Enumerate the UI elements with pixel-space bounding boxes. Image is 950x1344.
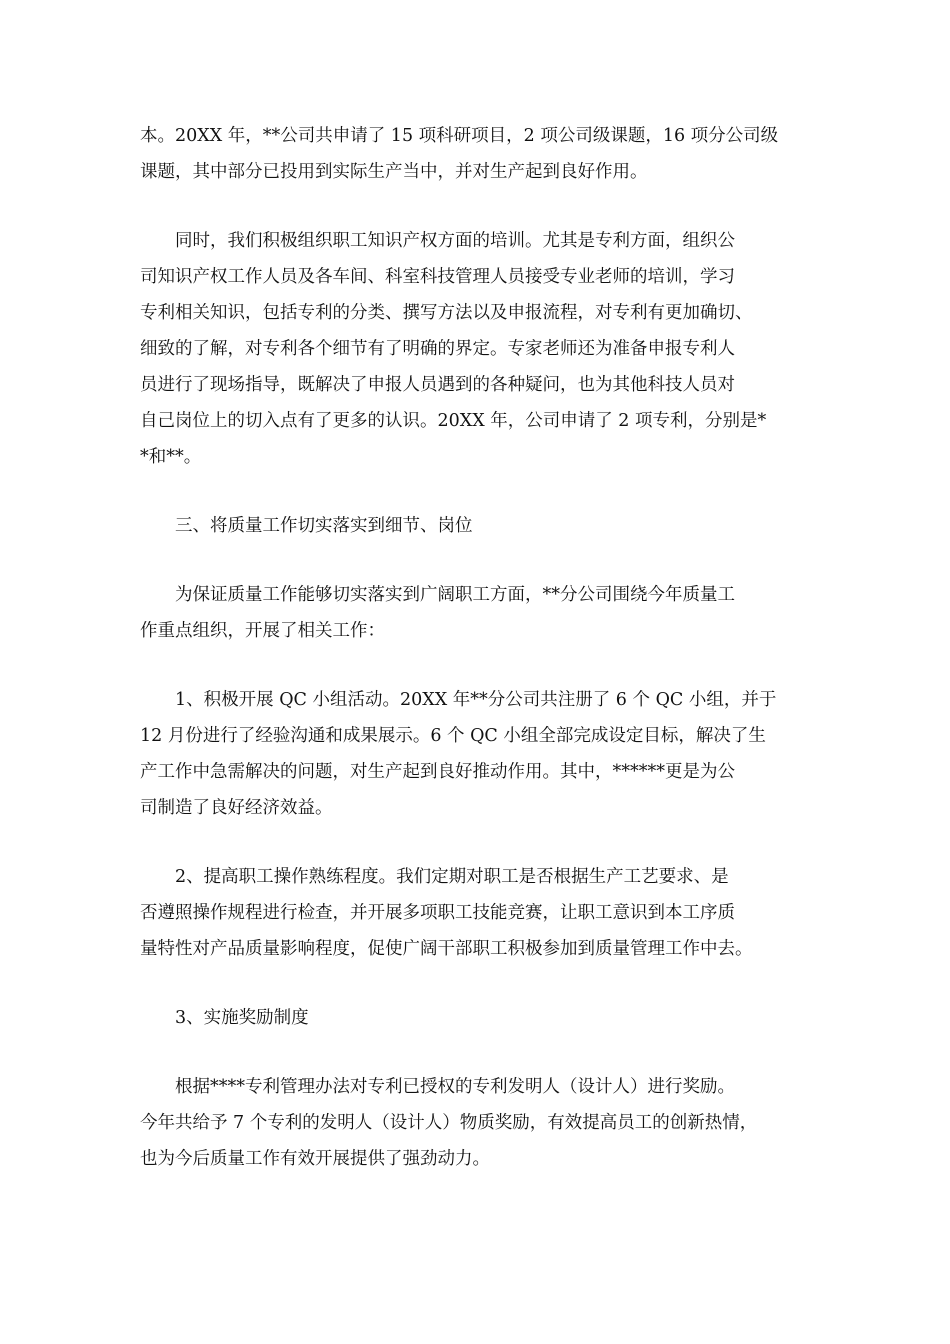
text-line: 作重点组织，开展了相关工作： xyxy=(140,621,385,641)
text-line: 产工作中急需解决的问题，对生产起到良好推动作用。其中，******更是为公 xyxy=(140,762,735,782)
paragraph-ip-training xyxy=(140,223,810,475)
section-heading-quality xyxy=(140,508,810,544)
text-line: 课题，其中部分已投用到实际生产当中，并对生产起到良好作用。 xyxy=(140,162,648,182)
text-line: 员进行了现场指导，既解决了申报人员遇到的各种疑问，也为其他科技人员对 xyxy=(140,375,735,395)
text-line: 司制造了良好经济效益。 xyxy=(140,798,333,818)
text-line: 根据****专利管理办法对专利已授权的专利发明人（设计人）进行奖励。 xyxy=(175,1077,735,1097)
paragraph-reward-heading xyxy=(140,1000,810,1036)
text-line: 量特性对产品质量影响程度，促使广阔干部职工积极参加到质量管理工作中去。 xyxy=(140,939,753,959)
text-line: 今年共给予 7 个专利的发明人（设计人）物质奖励，有效提高员工的创新热情， xyxy=(140,1113,758,1133)
text-line: 也为今后质量工作有效开展提供了强劲动力。 xyxy=(140,1149,490,1169)
text-line: 否遵照操作规程进行检查，并开展多项职工技能竞赛，让职工意识到本工序质 xyxy=(140,903,735,923)
text-line: *和**。 xyxy=(140,447,202,467)
paragraph-research-projects xyxy=(140,118,810,190)
text-line: 专利相关知识，包括专利的分类、撰写方法以及申报流程，对专利有更加确切、 xyxy=(140,303,753,323)
text-line: 3、实施奖励制度 xyxy=(175,1008,309,1028)
heading-line: 三、将质量工作切实落实到细节、岗位 xyxy=(175,516,473,536)
paragraph-quality-intro xyxy=(140,577,810,649)
text-line: 自己岗位上的切入点有了更多的认识。20XX 年，公司申请了 2 项专利，分别是* xyxy=(140,411,767,431)
text-line: 12 月份进行了经验沟通和成果展示。6 个 QC 小组全部完成设定目标，解决了生 xyxy=(140,726,766,746)
document-body xyxy=(140,118,810,1177)
text-line: 同时，我们积极组织职工知识产权方面的培训。尤其是专利方面，组织公 xyxy=(175,231,735,251)
paragraph-skill-proficiency xyxy=(140,859,810,967)
text-line: 司知识产权工作人员及各车间、科室科技管理人员接受专业老师的培训，学习 xyxy=(140,267,735,287)
text-line: 细致的了解，对专利各个细节有了明确的界定。专家老师还为准备申报专利人 xyxy=(140,339,735,359)
text-line: 2、提高职工操作熟练程度。我们定期对职工是否根据生产工艺要求、是 xyxy=(175,867,729,887)
text-line: 1、积极开展 QC 小组活动。20XX 年**分公司共注册了 6 个 QC 小组，并于 xyxy=(175,690,777,710)
paragraph-reward-details xyxy=(140,1069,810,1177)
text-line: 为保证质量工作能够切实落实到广阔职工方面，**分公司围绕今年质量工 xyxy=(175,585,735,605)
text-line: 本。20XX 年，**公司共申请了 15 项科研项目，2 项公司级课题，16 项分公司级 xyxy=(140,126,779,146)
paragraph-qc-groups xyxy=(140,682,810,826)
